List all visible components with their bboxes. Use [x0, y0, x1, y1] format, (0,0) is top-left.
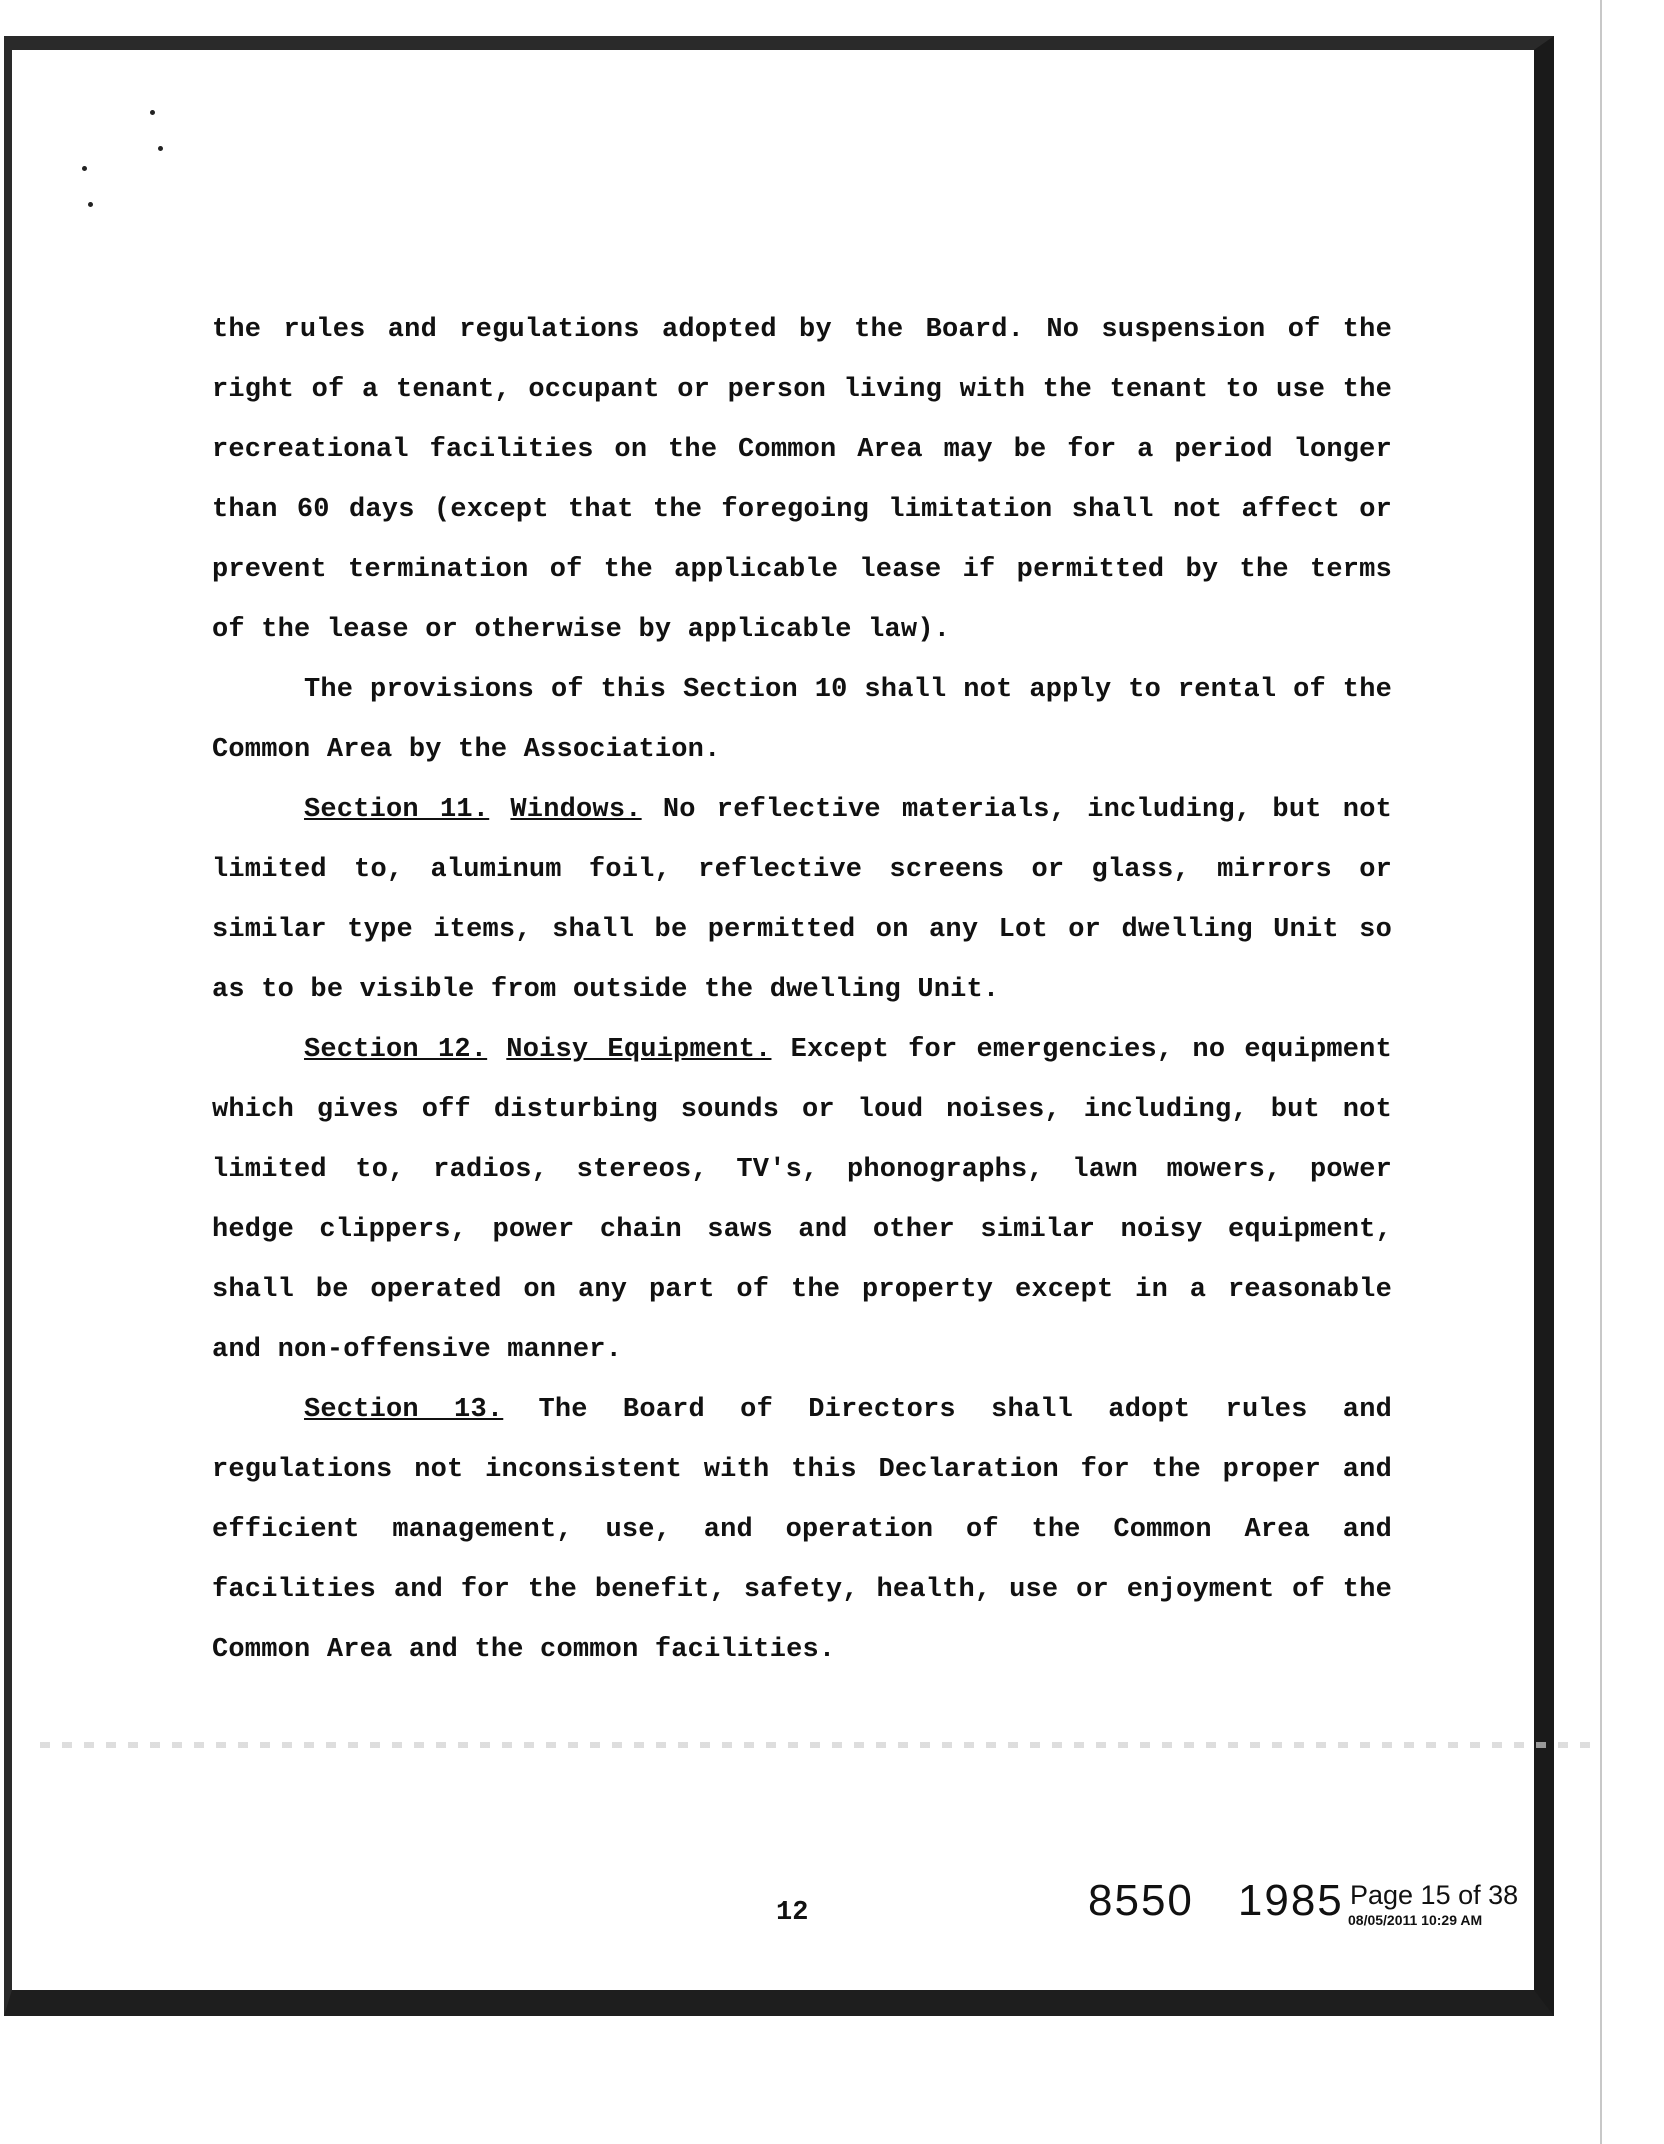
paragraph-text [489, 795, 510, 825]
paragraph-p2 [212, 660, 1392, 780]
paragraph-p4 [212, 1020, 1392, 1380]
paragraph-text: The provisions of this Section 10 shall not apply to rental of the Common Area by the Association. [212, 675, 1392, 765]
paragraph-text [487, 1035, 506, 1065]
paragraph-text: No reflective materials, including, but not limited to, aluminum foil, reflective screens or glass, mirrors or similar type items, shall be permitted on any Lot or dwelling Unit so as to be visible from outside the dwelling Unit. [212, 795, 1393, 1005]
book-page-number: 1985 [1237, 1876, 1344, 1925]
scan-speck [158, 146, 163, 151]
section-heading: Noisy Equipment. [506, 1035, 772, 1065]
scan-edge-line [1600, 0, 1602, 2144]
page-number: 12 [776, 1898, 809, 1928]
paragraph-text: The Board of Directors shall adopt rules and regulations not inconsistent with this Declaration for the proper and efficient management, use, and operation of the Common Area and facilities and for the benefit, safety, health, use or enjoyment of the Common Area and the common facilities. [212, 1395, 1392, 1665]
paragraph-p5 [212, 1380, 1392, 1680]
section-heading: Windows. [510, 795, 642, 825]
paragraph-text: the rules and regulations adopted by the Board. No suspension of the right of a tenant, occupant or person living with the tenant to use the recreational facilities on the Common Area may be for a period longer than 60 days (except that the foregoing limitation shall not affect or prevent termination of the applicable lease if permitted by the terms of the lease or otherwise by applicable law). [212, 315, 1392, 645]
document-body [212, 300, 1392, 1680]
paragraph-p3 [212, 780, 1392, 1020]
scan-speck [150, 110, 155, 115]
paragraph-text: Except for emergencies, no equipment which gives off disturbing sounds or loud noises, including, but not limited to, radios, stereos, TV's, phonographs, lawn mowers, power hedge clippers, power chain saws and other similar noisy equipment, shall be operated on any part of the property except in a reasonable and non-offensive manner. [212, 1035, 1392, 1365]
section-heading: Section 11. [304, 795, 490, 825]
section-heading: Section 12. [304, 1035, 488, 1065]
page-of-stamp: Page 15 of 38 [1350, 1880, 1519, 1910]
section-heading: Section 13. [304, 1395, 504, 1425]
scan-speck [82, 166, 87, 171]
recording-book-page [1088, 1876, 1344, 1926]
scan-smudge-line [40, 1742, 1600, 1748]
record-date-stamp: 08/05/2011 10:29 AM [1348, 1912, 1483, 1928]
paragraph-p1 [212, 300, 1392, 660]
scan-speck [88, 202, 93, 207]
book-number: 8550 [1088, 1876, 1194, 1925]
